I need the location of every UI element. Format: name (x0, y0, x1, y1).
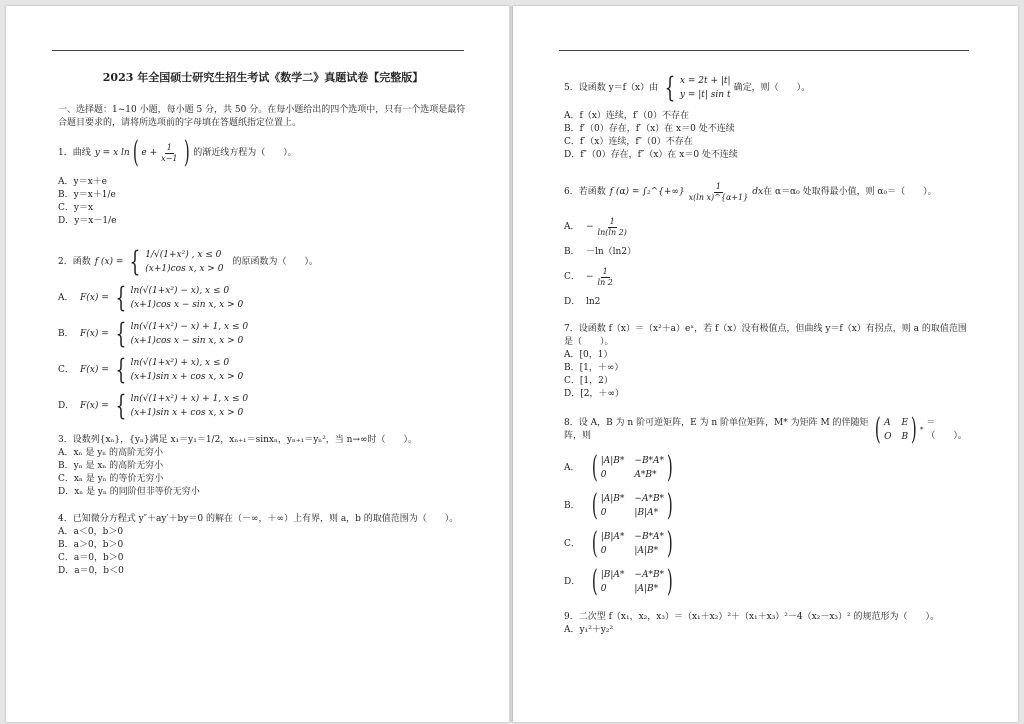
q6-option-c-sign: − (586, 272, 594, 282)
q9-option-a: A．y₁²＋y₂² (564, 625, 614, 635)
question-5 (564, 71, 972, 104)
q2-option-b-case-2: (x+1)cos x − sin x, x > 0 (130, 336, 244, 346)
q5-option-c: C．f′（x）连续，f″（0）不存在 (564, 137, 693, 147)
q8-option-a: A． ( |A|B* −B*A* 0 A*B* ) (564, 450, 673, 485)
q4-option-a: A．a＜0，b＞0 (58, 527, 124, 537)
q1-frac-den: x−1 (161, 153, 178, 163)
q6-option-c-fraction (596, 267, 615, 288)
q7-option-d: D．[2，＋∞） (564, 389, 624, 399)
q2-option-d (58, 389, 468, 422)
q8-option-b-label: B． (564, 500, 580, 511)
header-rule (559, 50, 969, 51)
q1-suffix: 的渐近线方程为（ ）。 (193, 147, 297, 158)
q2-option-a-label: A． (58, 292, 74, 303)
q6-dx: dx (752, 187, 764, 197)
q2-option-b-brace: { (115, 317, 127, 350)
q6-option-d (564, 296, 972, 309)
q2-brace: { (130, 245, 141, 278)
q8-option-c-cell: |B|A* (600, 532, 625, 542)
q6-option-d-text: ln2 (586, 297, 601, 307)
q8-option-b-cell: −A*B* (634, 494, 665, 504)
q6-option-a (564, 217, 972, 238)
q2-option-b (58, 317, 468, 350)
q5-option-b: B．f′（0）存在，f′（x）在 x＝0 处不连续 (564, 124, 735, 134)
q6-option-d-label: D． (564, 297, 581, 307)
q6-option-b-text: －ln（ln2） (586, 247, 637, 257)
q2-option-a-fx: F(x) = (80, 292, 109, 303)
q8-option-c-label: C． (564, 538, 580, 549)
q8-option-b-cell: |A|B* (600, 494, 625, 504)
q8-option-d-cell: 0 (600, 584, 607, 594)
q2-option-d-label: D． (58, 400, 75, 411)
q4-option-c: C．a＝0，b＞0 (58, 553, 124, 563)
q5-case-2: y = |t| sin t (679, 90, 731, 100)
question-4: 4．已知微分方程式 y″＋ay′＋by＝0 的解在（－∞，＋∞）上有界，则 a，b 的取值范围为（ ）。 (58, 514, 459, 524)
q2-option-c-label: C． (58, 364, 74, 375)
q8-option-a-label: A． (564, 462, 580, 473)
q1-open-paren: ( (132, 135, 139, 170)
q6-option-a-label: A． (564, 222, 580, 232)
right-page (513, 6, 1018, 722)
left-page-content (58, 70, 468, 578)
q2-option-a-case-2: (x+1)cos x − sin x, x > 0 (130, 300, 244, 310)
q8-option-a-cell: −B*A* (634, 456, 665, 466)
q1-frac-num: 1 (166, 142, 172, 152)
q2-cases (126, 245, 224, 278)
q2-option-c (58, 353, 468, 386)
q6-fraction (687, 182, 751, 203)
q5-cases (661, 71, 731, 104)
q5-option-d: D．f″（0）存在，f″（x）在 x＝0 处不连续 (564, 150, 738, 160)
q2-option-d-brace: { (115, 389, 127, 422)
q5-brace: { (664, 71, 676, 104)
q2-suffix: 的原函数为（ ）。 (232, 256, 318, 267)
q1-option-a: A．y＝x＋e (58, 177, 107, 187)
q3-option-b: B．yₙ 是 xₙ 的高阶无穷小 (58, 461, 164, 471)
q1-option-c: C．y＝x (58, 203, 94, 213)
q2-prefix: 2．函数 (58, 256, 91, 267)
q1-close-paren: ) (184, 135, 191, 170)
q1-expr-left: e + (141, 147, 158, 158)
q8-option-a-cell: |A|B* (600, 456, 625, 466)
q8-option-d-cell: |B|A* (600, 570, 625, 580)
q2-option-b-case-1: ln(√(1+x²) − x) + 1, x ≤ 0 (130, 322, 249, 332)
q6-option-c (564, 267, 972, 288)
q6-option-b (564, 246, 972, 259)
q2-option-d-fx: F(x) = (80, 400, 109, 411)
q2-option-d-case-1: ln(√(1+x²) + x) + 1, x ≤ 0 (130, 394, 249, 404)
right-page-content (564, 71, 972, 637)
q8-option-d-label: D． (564, 576, 581, 587)
q8-matrix-cell: A (884, 418, 891, 428)
q4-option-b: B．a＞0，b＞0 (58, 540, 124, 550)
q8-option-c: C． ( |B|A* −B*A* 0 |A|B* ) (564, 526, 673, 561)
q2-option-b-fx: F(x) = (80, 328, 109, 339)
q2-option-c-brace: { (115, 353, 127, 386)
q8-option-d-cell: |A|B* (634, 584, 659, 594)
q6-suffix: 在 α＝α₀ 处取得最小值，则 α₀＝（ ）。 (763, 187, 937, 197)
question-7: 7．设函数 f（x）＝（x²＋a）eˣ，若 f（x）没有极值点，但曲线 y＝f（x）有拐点，则 a 的取值范围是（ ）。 (564, 324, 967, 347)
q8-option-b: B． ( |A|B* −A*B* 0 |B|A* ) (564, 488, 673, 523)
q8-matrix-cell: O (884, 432, 892, 442)
q6-frac-num: 1 (715, 182, 721, 191)
q1-option-b: B．y＝x＋1/e (58, 190, 116, 200)
q6-option-a-fraction (596, 217, 629, 238)
q8-stem: 8．设 A，B 为 n 阶可逆矩阵，E 为 n 阶单位矩阵，M* 为矩阵 M 的伴随矩阵，则 (564, 418, 869, 441)
q8-matrix-cell: E (901, 418, 909, 428)
left-page (6, 6, 509, 722)
q5-option-a: A．f（x）连续，f′（0）不存在 (564, 111, 690, 121)
q2-option-b-label: B． (58, 328, 74, 339)
q6-frac-den: x(ln x)^{α+1} (688, 193, 749, 202)
question-3: 3．设数列{xₙ}，{yₙ}满足 x₁＝y₁＝1/2，xₙ₊₁＝sinxₙ，yₙ₊₁＝yₙ²，当 n→∞时（ ）。 (58, 435, 418, 445)
q3-option-a: A．xₙ 是 yₙ 的高阶无穷小 (58, 448, 164, 458)
q3-option-d: D．xₙ 是 yₙ 的同阶但非等价无穷小 (58, 487, 200, 497)
question-8 (564, 412, 972, 447)
q3-option-c: C．xₙ 是 yₙ 的等价无穷小 (58, 474, 164, 484)
q8-option-d: D． ( |B|A* −A*B* 0 |A|B* ) (564, 564, 673, 599)
q8-matrix: ( A E O B ) * (875, 412, 924, 447)
q2-case-1: 1/√(1+x²) , x ≤ 0 (145, 250, 222, 260)
q8-option-c-cell: 0 (600, 546, 607, 556)
q7-option-a: A．[0，1） (564, 350, 613, 360)
q8-suffix: ＝（ ）。 (926, 418, 967, 441)
q6-option-c-label: C． (564, 272, 580, 282)
q1-prefix: 1．曲线 (58, 147, 91, 158)
q6-option-a-sign: − (586, 222, 594, 232)
q7-option-b: B．[1，＋∞） (564, 363, 624, 373)
question-2 (58, 245, 468, 278)
q8-option-b-cell: |B|A* (634, 508, 659, 518)
question-6 (564, 182, 972, 203)
q8-option-b-cell: 0 (600, 508, 607, 518)
q5-case-1: x = 2t + |t| (679, 76, 731, 86)
q1-expr-pre: y = x ln (94, 147, 130, 158)
q6-prefix: 6．若函数 (564, 187, 606, 197)
q2-case-2: (x+1)cos x, x > 0 (145, 264, 224, 274)
q1-option-d: D．y＝x－1/e (58, 216, 117, 226)
q2-option-a (58, 281, 468, 314)
document-title: 2023 年全国硕士研究生招生考试《数学二》真题试卷【完整版】 (102, 71, 424, 84)
instructions: 一、选择题：1~10 小题，每小题 5 分，共 50 分。在每小题给出的四个选项中，只有一个选项是最符合题目要求的，请将所选项前的字母填在答题纸指定位置上。 (58, 105, 466, 128)
q2-option-c-case-1: ln(√(1+x²) + x), x ≤ 0 (130, 358, 230, 368)
q2-option-a-case-1: ln(√(1+x²) − x), x ≤ 0 (130, 286, 230, 296)
q6-expr: f (α) = ∫₂^{+∞} (609, 187, 685, 197)
q2-option-d-case-2: (x+1)sin x + cos x, x > 0 (130, 408, 244, 418)
q8-option-c-cell: −B*A* (634, 532, 665, 542)
q6-option-a-den: ln(ln 2) (597, 228, 627, 237)
q5-prefix: 5．设函数 y＝f（x）由 (564, 82, 659, 93)
q8-option-a-cell: A*B* (634, 470, 657, 480)
q2-fx: f (x) = (94, 256, 124, 267)
q5-suffix: 确定，则（ ）。 (733, 82, 811, 93)
q2-option-c-fx: F(x) = (80, 364, 109, 375)
q2-option-c-case-2: (x+1)sin x + cos x, x > 0 (130, 372, 244, 382)
q8-option-c-cell: |A|B* (634, 546, 659, 556)
q2-option-a-brace: { (115, 281, 127, 314)
q4-option-d: D．a＝0，b＜0 (58, 566, 124, 576)
q6-option-b-label: B． (564, 247, 580, 257)
question-9: 9．二次型 f（x₁，x₂，x₃）＝（x₁＋x₂）²＋（x₁＋x₃）²－4（x₂－x₃）² 的规范形为（ ）。 (564, 612, 939, 622)
q1-fraction (159, 143, 179, 164)
q6-option-c-den: ln 2 (597, 278, 613, 287)
question-1 (58, 135, 468, 170)
q6-option-a-num: 1 (609, 217, 615, 226)
q8-option-d-cell: −A*B* (634, 570, 665, 580)
q6-option-c-num: 1 (602, 267, 608, 276)
header-rule (52, 50, 464, 51)
q7-option-c: C．[1，2） (564, 376, 613, 386)
q8-matrix-cell: B (901, 432, 909, 442)
q8-option-a-cell: 0 (600, 470, 607, 480)
